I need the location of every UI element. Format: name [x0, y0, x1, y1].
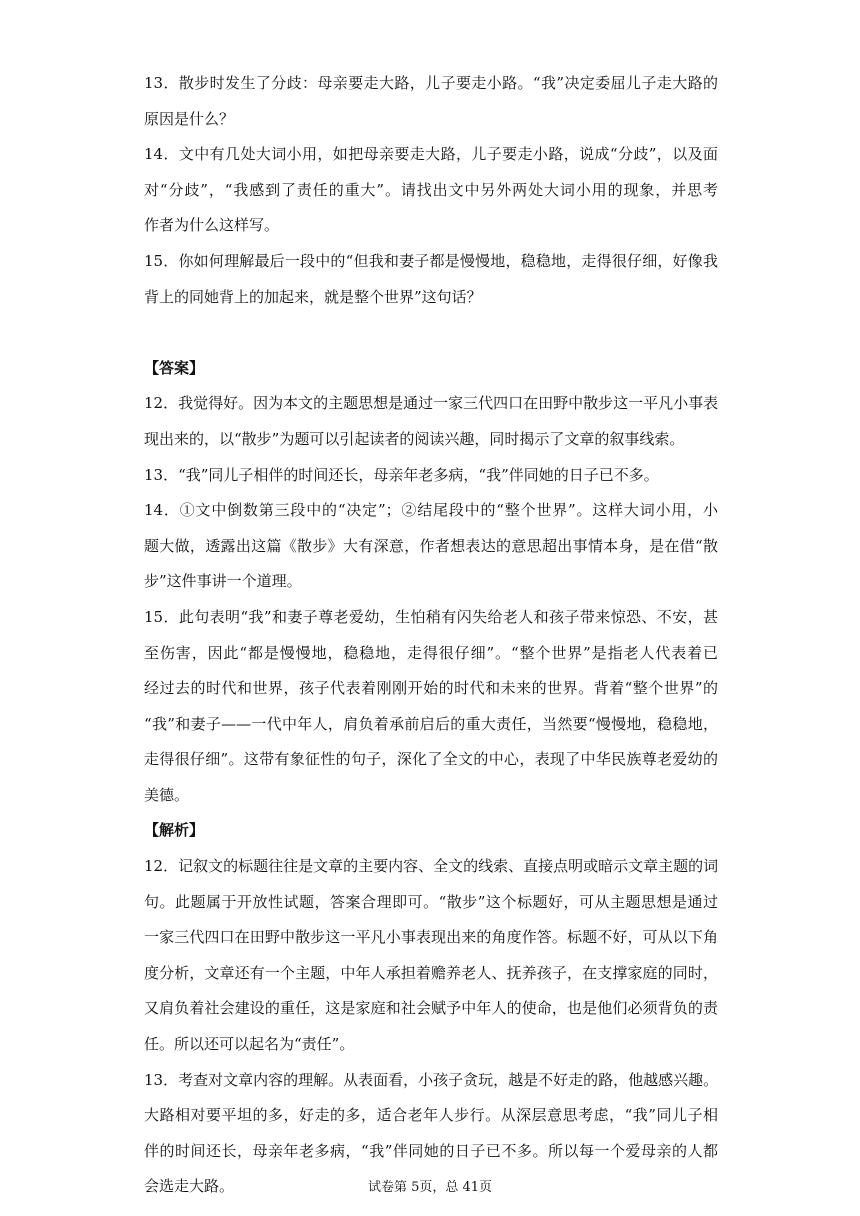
question-13-line-1: 13．散步时发生了分歧：母亲要走大路，儿子要走小路。“我”决定委屈儿子走大路的 — [144, 74, 718, 92]
document-body — [144, 66, 718, 1205]
analysis-12-line-6: 任。所以还可以起名为“责任”。 — [144, 1035, 355, 1054]
question-13-line-2: 原因是什么？ — [144, 109, 235, 128]
analysis-12-line-5: 又肩负着社会建设的重任，这是家庭和社会赋予中年人的使命，也是他们必须背负的责 — [144, 999, 718, 1018]
questions-section — [144, 66, 718, 315]
answer-heading: 【答案】 — [144, 358, 205, 377]
answer-14-line-1: 14．①文中倒数第三段中的“决定”；②结尾段中的“整个世界”。这样大词小用，小 — [144, 501, 718, 520]
answer-15-line-5: 走得很仔细”。这带有象征性的句子，深化了全文的中心，表现了中华民族尊老爱幼的 — [144, 750, 718, 769]
analysis-section — [144, 813, 718, 1205]
answer-section — [144, 351, 718, 814]
answer-14-line-3: 步”这件事讲一个道理。 — [144, 572, 302, 591]
question-14-line-1: 14．文中有几处大词小用，如把母亲要走大路，儿子要走小路，说成“分歧”，以及面 — [144, 145, 718, 164]
analysis-13-line-3: 伴的时间还长，母亲年老多病，“我”伴同她的日子已不多。所以每一个爱母亲的人都 — [144, 1141, 718, 1160]
answer-15-line-4: “我”和妻子——一代中年人，肩负着承前启后的重大责任，当然要“慢慢地，稳稳地， — [144, 714, 718, 733]
question-14-line-2: 对“分歧”，“我感到了责任的重大”。请找出文中另外两处大词小用的现象，并思考 — [144, 180, 718, 199]
answer-15-line-1: 15．此句表明“我”和妻子尊老爱幼，生怕稍有闪失给老人和孩子带来惊恐、不安，甚 — [144, 607, 718, 626]
question-15-line-1: 15．你如何理解最后一段中的“但我和妻子都是慢慢地，稳稳地，走得很仔细，好像我 — [144, 251, 718, 270]
answer-15-line-6: 美德。 — [144, 785, 190, 804]
question-15-line-2: 背上的同她背上的加起来，就是整个世界”这句话？ — [144, 287, 482, 306]
answer-14-line-2: 题大做，透露出这篇《散步》大有深意，作者想表达的意思超出事情本身，是在借“散 — [144, 536, 718, 555]
answer-13-line-1: 13．“我”同儿子相伴的时间还长，母亲年老多病，“我”伴同她的日子已不多。 — [144, 465, 659, 484]
analysis-12-line-3: 一家三代四口在田野中散步这一平凡小事表现出来的角度作答。标题不好，可从以下角 — [144, 928, 718, 947]
analysis-12-line-1: 12．记叙文的标题往往是文章的主要内容、全文的线索、直接点明或暗示文章主题的词 — [144, 857, 719, 876]
answer-12-line-1: 12．我觉得好。因为本文的主题思想是通过一家三代四口在田野中散步这一平凡小事表 — [144, 394, 719, 413]
analysis-12-line-4: 度分析，文章还有一个主题，中年人承担着赡养老人、抚养孩子，在支撑家庭的同时， — [144, 963, 718, 982]
answer-15-line-2: 至伤害，因此“都是慢慢地，稳稳地，走得很仔细”。“整个世界”是指老人代表着已 — [144, 643, 718, 662]
analysis-13-line-4: 会选走大路。 — [144, 1177, 235, 1196]
question-14-line-3: 作者为什么这样写。 — [144, 216, 280, 235]
analysis-13-line-1: 13．考查对文章内容的理解。从表面看，小孩子贪玩，越是不好走的路，他越感兴趣。 — [144, 1070, 719, 1089]
section-gap — [144, 315, 718, 351]
analysis-12-line-2: 句。此题属于开放性试题，答案合理即可。“散步”这个标题好，可从主题思想是通过 — [144, 892, 718, 911]
analysis-13-line-2: 大路相对要平坦的多，好走的多，适合老年人步行。从深层意思考虑，“我”同儿子相 — [144, 1106, 718, 1125]
answer-12-line-2: 现出来的，以“散步”为题可以引起读者的阅读兴趣，同时揭示了文章的叙事线索。 — [144, 429, 685, 448]
analysis-heading: 【解析】 — [144, 821, 205, 840]
answer-15-line-3: 经过去的时代和世界，孩子代表着刚刚开始的时代和未来的世界。背着“整个世界”的 — [144, 679, 718, 698]
page-footer: 试卷第 5页，总 41页 — [367, 1180, 493, 1195]
